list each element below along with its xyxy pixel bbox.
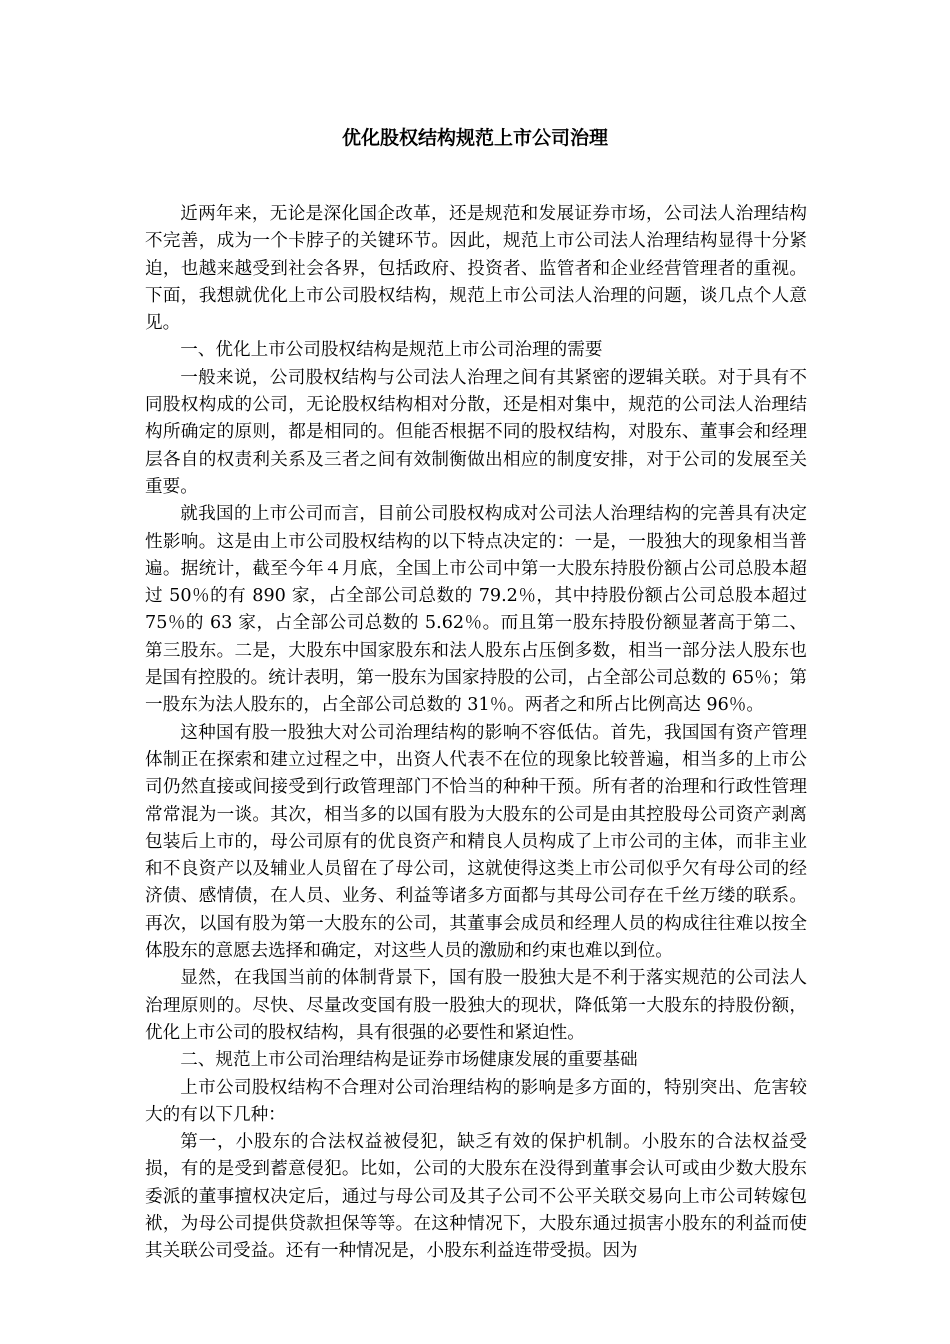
section-heading-1: 一、优化上市公司股权结构是规范上市公司治理的需要 xyxy=(180,340,603,361)
paragraph: 第一，小股东的合法权益被侵犯，缺乏有效的保护机制。小股东的合法权益受损，有的是受到蓄意侵犯。比如，公司的大股东在没得到董事会认可或由少数大股东委派的董事擅权决定后，通过与母公司及其子公司不公平关联交易向上市公司转嫁包袱，为母公司提供贷款担保等等。在这种情况下，大股东通过损害小股东的利益而使其关联公司受益。还有一种情况是，小股东利益连带受损。因为 xyxy=(145,1132,807,1262)
paragraph: 显然，在我国当前的体制背景下，国有股一股独大是不利于落实规范的公司法人治理原则的。尽快、尽量改变国有股一股独大的现状，降低第一大股东的持股份额，优化上市公司的股权结构，具有很强的必要性和紧迫性。 xyxy=(145,968,807,1043)
document-body xyxy=(145,201,807,1266)
paragraph: 一般来说，公司股权结构与公司法人治理之间有其紧密的逻辑关联。对于具有不同股权构成的公司，无论股权结构相对分散，还是相对集中，规范的公司法人治理结构所确定的原则，都是相同的。但能否根据不同的股权结构，对股东、董事会和经理层各自的权责利关系及三者之间有效制衡做出相应的制度安排，对于公司的发展至关重要。 xyxy=(145,367,807,497)
document-title: 优化股权结构规范上市公司治理 xyxy=(341,127,608,149)
paragraph: 就我国的上市公司而言，目前公司股权构成对公司法人治理结构的完善具有决定性影响。这是由上市公司股权结构的以下特点决定的：一是，一股独大的现象相当普遍。据统计，截至今年４月底，全国上市公司中第一大股东持股份额占公司总股本超过 50％的有 890 家，占全部公司总数的 79.2％，其中持股份额占公司总股本超过 75％的 63 家，占全部公司总数的 5.62％。而且第一股东持股份额显著高于第二、第三股东。二是，大股东中国家股东和法人股东占压倒多数，相当一部分法人股东也是国有控股的。统计表明，第一股东为国家持股的公司，占全部公司总数的 65％；第一股东为法人股东的，占全部公司总数的 31％。两者之和所占比例高达 96％。 xyxy=(145,504,807,716)
paragraph-intro: 近两年来，无论是深化国企改革，还是规范和发展证券市场，公司法人治理结构不完善，成为一个卡脖子的关键环节。因此，规范上市公司法人治理结构显得十分紧迫，也越来越受到社会各界，包括政府、投资者、监管者和企业经营管理者的重视。下面，我想就优化上市公司股权结构，规范上市公司法人治理的问题，谈几点个人意见。 xyxy=(145,204,807,334)
section-heading-2: 二、规范上市公司治理结构是证券市场健康发展的重要基础 xyxy=(180,1050,638,1071)
paragraph: 这种国有股一股独大对公司治理结构的影响不容低估。首先，我国国有资产管理体制正在探索和建立过程之中，出资人代表不在位的现象比较普遍，相当多的上市公司仍然直接或间接受到行政管理部门不恰当的种种干预。所有者的治理和行政性管理常常混为一谈。其次，相当多的以国有股为大股东的公司是由其控股母公司资产剥离包装后上市的，母公司原有的优良资产和精良人员构成了上市公司的主体，而非主业和不良资产以及辅业人员留在了母公司，这就使得这类上市公司似乎欠有母公司的经济债、感情债，在人员、业务、利益等诸多方面都与其母公司存在千丝万缕的联系。再次，以国有股为第一大股东的公司，其董事会成员和经理人员的构成往往难以按全体股东的意愿去选择和确定，对这些人员的激励和约束也难以到位。 xyxy=(145,722,807,962)
paragraph: 上市公司股权结构不合理对公司治理结构的影响是多方面的，特别突出、危害较大的有以下几种： xyxy=(145,1077,807,1125)
